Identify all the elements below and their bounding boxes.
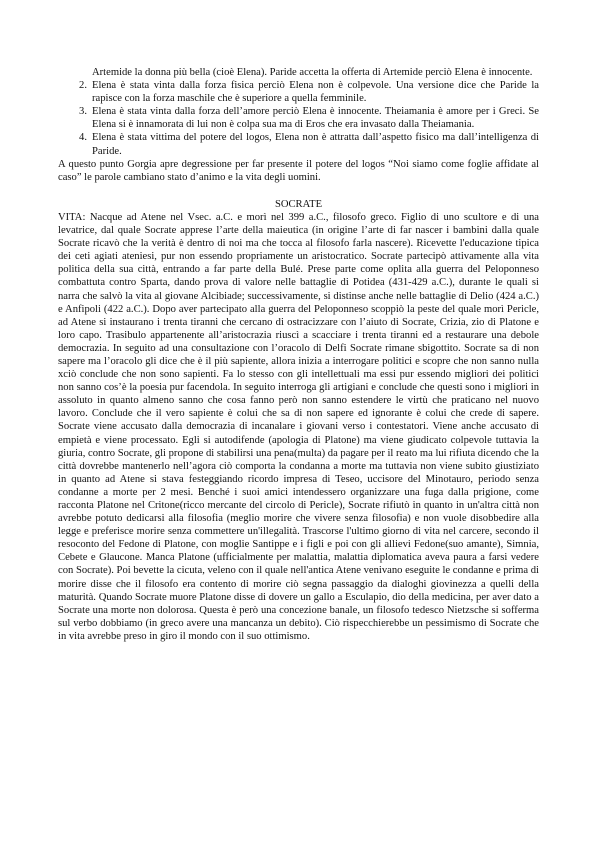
list-item-text: Elena è stata vinta dalla forza dell’amore perciò Elena è innocente. Theiamania è amore per i Greci. Se Elena si è innamorata di lui non è colpa sua ma di Eros che era invasato dalla Theiamania. xyxy=(92,106,539,131)
document-page xyxy=(58,66,539,643)
list-item-number: 2. xyxy=(79,80,87,92)
section-title: SOCRATE xyxy=(274,198,323,210)
list-item-continuation: Artemide la donna più bella (cioè Elena). Paride accetta la offerta di Artemide perciò Elena è innocente. xyxy=(92,67,533,78)
list-item xyxy=(58,105,539,131)
list-item-number: 4. xyxy=(79,132,87,144)
list-item-number: 3. xyxy=(79,106,87,118)
list-item-text: Elena è stata vittima del potere del logos, Elena non è attratta dall’aspetto fisico ma dall’intelligenza di Paride. xyxy=(92,132,539,157)
vita-paragraph: VITA: Nacque ad Atene nel Vsec. a.C. e morì nel 399 a.C., filosofo greco. Figlio di uno scultore e di una levatrice, dal quale Socrate apprese l’arte della maieutica (in origine l’arte di far nascer i bambini dalla quale Socrate ricavò che la verità è dentro di noi ma che tocca al filosofo farla nascere). Ricevette l'educazione tipica dei ceti agiati ateniesi, pur non essendo propriamente un aristocratico. Socrate partecipò attivamente alla vita politica della sua città, entrando a far parte della Bulé. Prese parte come oplita alla guerra del Peloponneso combattuta contro Sparta, dando prova di valore nelle battaglie di Potidea (431-429 a.C.), durante le quali si narra che salvò la vita al giovane Alcibiade; successivamente, si distinse anche nelle battaglie di Delio (424 a.C.) e Anfipoli (422 a.C.). Dopo aver partecipato alla guerra del Peloponneso scoppiò la peste del quale morì Pericle, ad Atene si instaurano i trenta tiranni che cercano di ostracizzare con l’aiuto di Socrate, Crizia, zio di Platone e loro capo. Trasibulo appartenente all’aristocrazia riuscì a scacciare i trenta tiranni ed a restaurare una debole democrazia. In seguito ad una consultazione con l’oracolo di Delfi Socrate rimane sbigottito. Socrate sa di non sapere ma l’oracolo gli dice che è il più sapiente, allora inizia a interrogare politici e scopre che non sanno nulla xciò conclude che non sono sapienti. Fa lo stesso con gli intellettuali ma essi pur essendo migliori dei politici non sanno cos’è la poesia pur facendola. In seguito interroga gli artigiani e conclude che questi sono i migliori in assoluto in quanto almeno sanno che cosa fanno però non sanno estendere le virtù che praticano nel nuovo lavoro. Conclude che il vero sapiente è colui che sa di non sapere ed ignorante è colui che crede di sapere. Socrate viene accusato dalla democrazia di incanalare i giovani verso i contestatori. Viene anche accusato di empietà e viene processato. Egli si autodifende (apologia di Platone) ma viene giudicato colpevole tuttavia la giuria, contro Socrate, gli propone di stabilirsi una pena(multa) da pagare per il reato ma lui rifiuta dicendo che la città dovrebbe mantenerlo nell’agora ciò comporta la condanna a morte ma tuttavia non viene subito giustiziato in quanto ad Atene si stava festeggiando ricordo impresa di Teseo, uccisore del Minotauro, periodo senza condanne a morte per 2 mesi. Benché i suoi amici intendessero organizzare una fuga dalla prigione, come racconta Platone nel Critone(ricco mercante del circolo di Pericle), Socrate rifiutò in quanto in un'altra città non avrebbe potuto dedicarsi alla filosofia (meglio morire che vivere senza filosofia) e non vuole disobbedire alla legge e preferisce morire senza commettere un'illegalità. Trascorse l'ultimo giorno di vita nel carcere, secondo il resoconto del Fedone di Platone, con moglie Santippe e i figli e poi con gli allievi Fedone(suo amante), Simnia, Cebete e Glaucone. Manca Platone (ufficialmente per malattia, malattia diplomatica aveva paura a farsi vedere con Socrate). Poi bevette la cicuta, veleno con il quale nell'antica Atene venivano eseguite le condanne e prima di morire disse che il filosofo era contento di morire ciò segna passaggio da dialoghi giovinezza a quelli della maturità. Quando Socrate muore Platone disse di dovere un gallo a Esculapio, dio della medicina, per aver dato a Socrate una morte non dolorosa. Questa è però una concezione banale, un filosofo tedesco Nietzsche si sofferma sul verbo dobbiamo (in greco avere una mancanza un debito). Ciò rispecchierebbe un pessimismo di Socrate che in vita avrebbe preso in giro il mondo con il suo ottimismo. xyxy=(58,211,539,642)
list-item xyxy=(58,79,539,105)
intro-paragraph: A questo punto Gorgia apre degressione per far presente il potere del logos “Noi siamo come foglie affidate al caso” le parole cambiano stato d’animo e la vita degli uomini. xyxy=(58,158,539,183)
list-item xyxy=(58,131,539,157)
list-item-text: Elena è stata vinta dalla forza fisica perciò Elena non è colpevole. Una versione dice che Paride la rapisce con la forza maschile che è superiore a quella femminile. xyxy=(92,80,539,105)
